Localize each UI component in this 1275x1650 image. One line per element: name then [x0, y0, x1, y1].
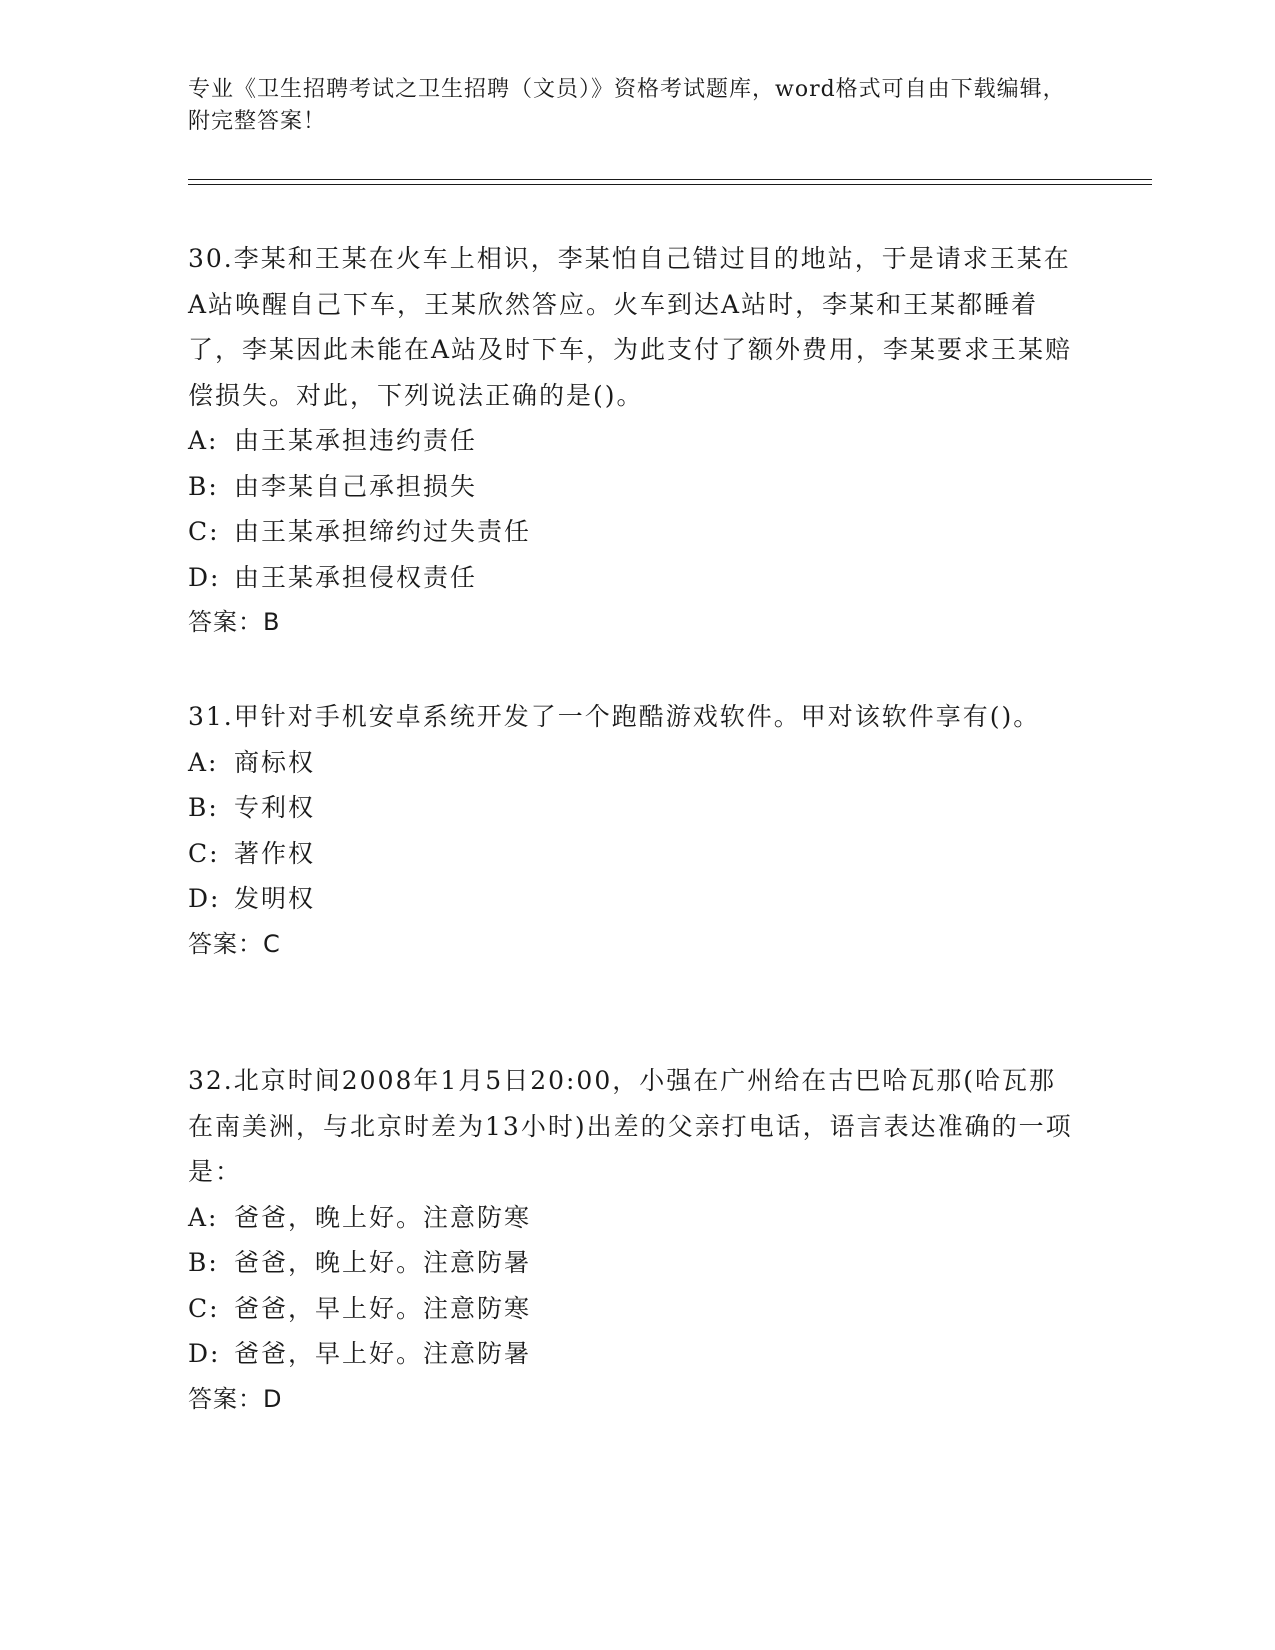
header-divider-bottom — [188, 184, 1152, 185]
option-text: 由王某承担侵权责任 — [234, 562, 478, 592]
option-letter: C: — [188, 1293, 220, 1323]
option-letter: B: — [188, 471, 219, 501]
option-text: 爸爸，早上好。注意防暑 — [234, 1339, 532, 1368]
option-c — [188, 831, 1078, 877]
option-b — [188, 1240, 1078, 1286]
option-text: 由李某自己承担损失 — [234, 471, 478, 501]
option-text: 著作权 — [234, 838, 316, 868]
option-letter: D: — [188, 1339, 221, 1368]
option-text: 专利权 — [234, 793, 316, 822]
option-text: 爸爸，早上好。注意防寒 — [234, 1293, 532, 1323]
option-text: 爸爸，晚上好。注意防寒 — [234, 1202, 532, 1232]
option-text: 由王某承担缔约过失责任 — [234, 517, 532, 546]
option-letter: A: — [188, 426, 219, 455]
option-b — [188, 785, 1078, 831]
option-text: 商标权 — [234, 747, 316, 777]
question-30 — [188, 236, 1078, 646]
option-text: 爸爸，晚上好。注意防暑 — [234, 1248, 532, 1277]
option-letter: D: — [188, 562, 221, 592]
question-stem: 31.甲针对手机安卓系统开发了一个跑酷游戏软件。甲对该软件享有()。 — [188, 702, 1041, 731]
option-letter: C: — [188, 517, 220, 546]
option-b — [188, 464, 1078, 510]
option-letter: C: — [188, 838, 220, 868]
option-letter: D: — [188, 884, 221, 913]
answer-line: 答案：C — [188, 929, 281, 958]
option-text: 发明权 — [234, 884, 316, 913]
question-31 — [188, 694, 1078, 967]
document-header: 专业《卫生招聘考试之卫生招聘（文员）》资格考试题库，word格式可自由下载编辑，附完整答案！ — [188, 77, 1066, 134]
option-a — [188, 418, 1078, 464]
option-letter: A: — [188, 1202, 219, 1232]
option-a — [188, 740, 1078, 786]
question-32 — [188, 1058, 1078, 1422]
option-letter: B: — [188, 1248, 219, 1277]
option-c — [188, 509, 1078, 555]
option-d — [188, 1331, 1078, 1377]
header-divider-top — [188, 179, 1152, 180]
question-stem: 30.李某和王某在火车上相识，李某怕自己错过目的地站，于是请求王某在A站唤醒自己下车，王某欣然答应。火车到达A站时，李某和王某都睡着了，李某因此未能在A站及时下车，为此支付了额外费用，李某要求王某赔偿损失。对此，下列说法正确的是()。 — [188, 244, 1073, 410]
answer-line: 答案：B — [188, 608, 281, 636]
option-d — [188, 555, 1078, 601]
answer-line: 答案：D — [188, 1384, 283, 1413]
option-letter: B: — [188, 793, 219, 822]
option-text: 由王某承担违约责任 — [234, 426, 478, 455]
option-letter: A: — [188, 747, 219, 777]
question-stem: 32.北京时间2008年1月5日20:00，小强在广州给在古巴哈瓦那(哈瓦那在南美洲，与北京时差为13小时)出差的父亲打电话，语言表达准确的一项是： — [188, 1066, 1073, 1186]
option-a — [188, 1195, 1078, 1241]
option-c — [188, 1286, 1078, 1332]
option-d — [188, 876, 1078, 922]
